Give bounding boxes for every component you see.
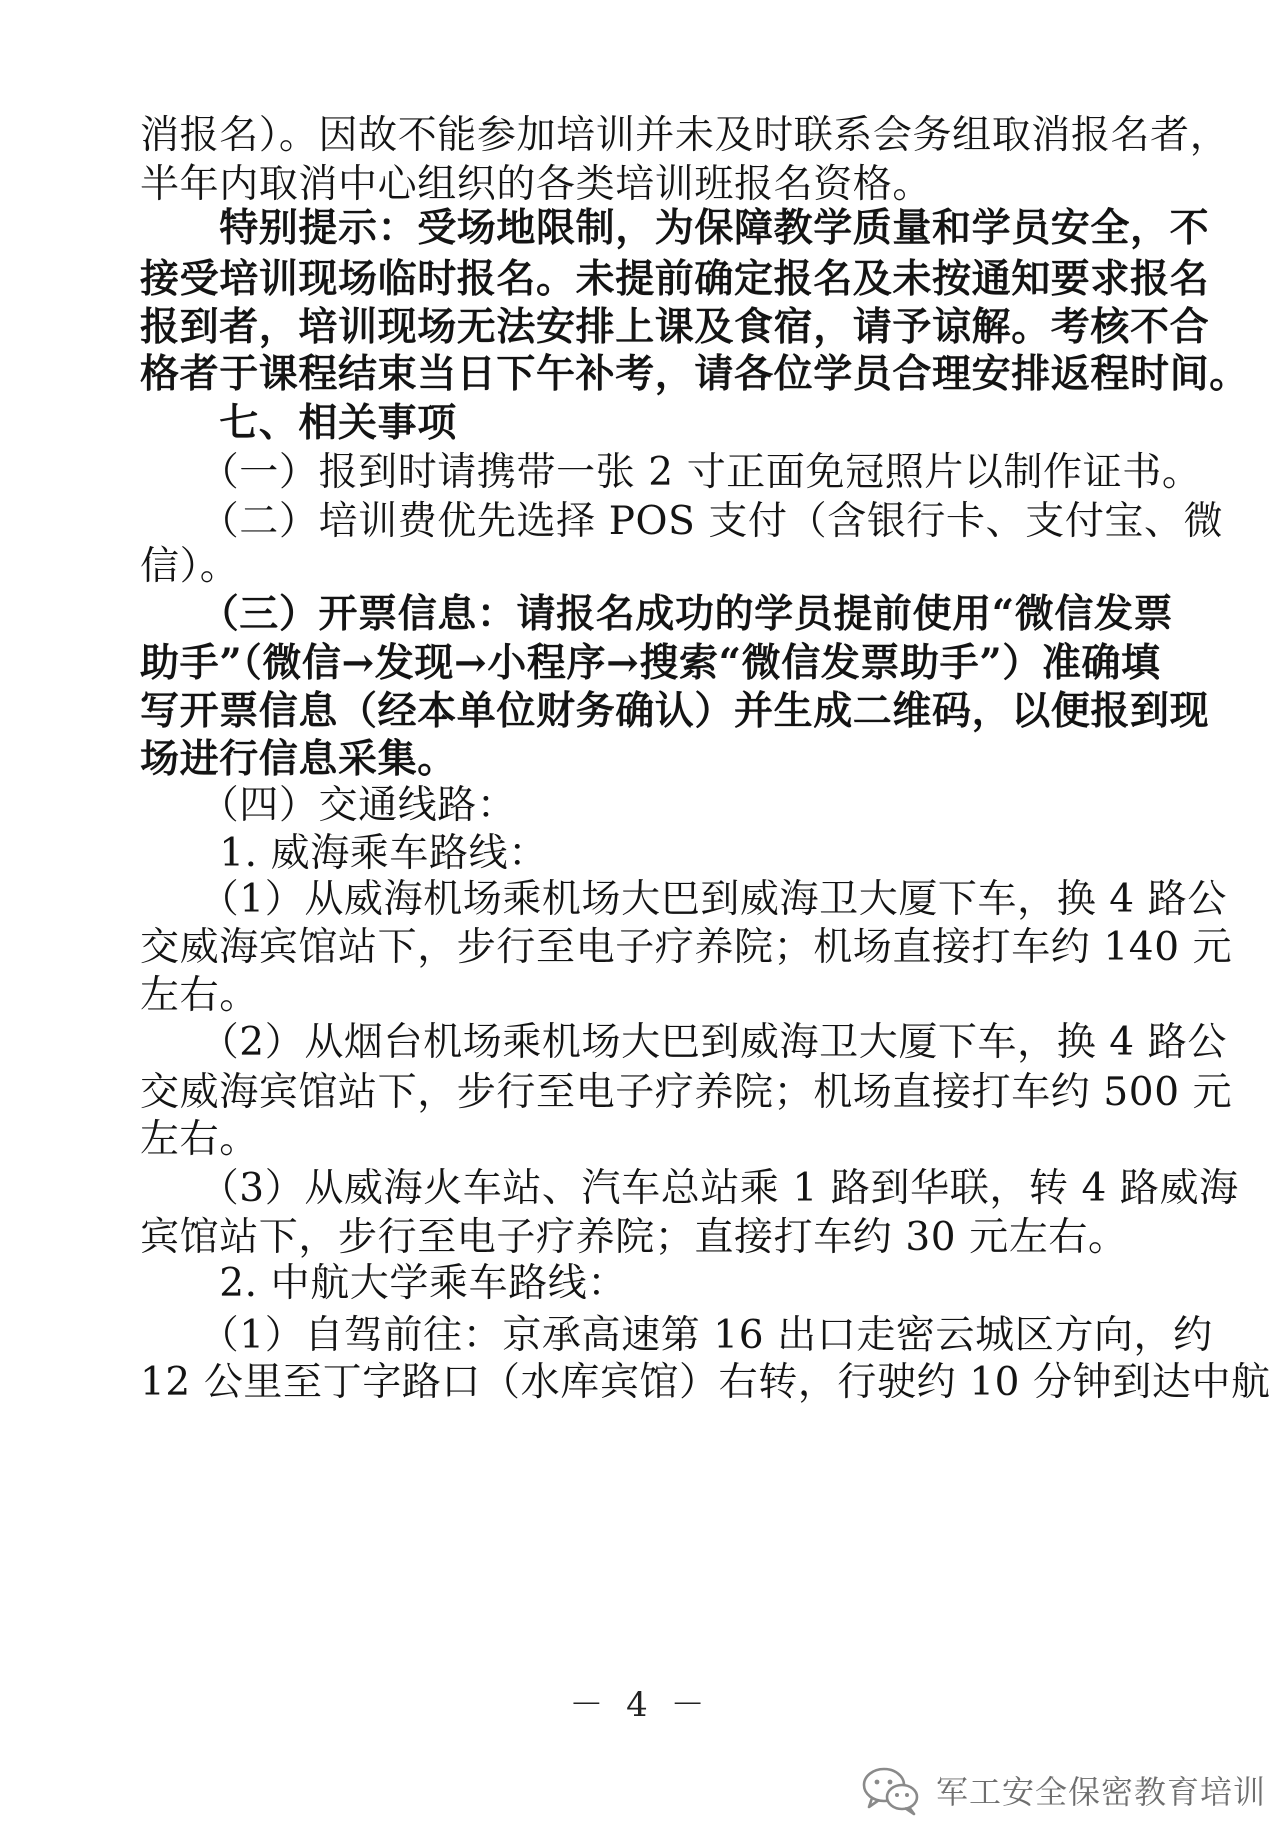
text-line: 消报名）。因故不能参加培训并未及时联系会务组取消报名者， xyxy=(140,113,1230,158)
page-number: － 4 － xyxy=(569,1685,711,1725)
text-line: （二）培训费优先选择 POS 支付（含银行卡、支付宝、微 xyxy=(140,499,1224,544)
text-line: 特别提示：受场地限制，为保障教学质量和学员安全，不 xyxy=(140,205,1210,251)
text-line: 宾馆站下，步行至电子疗养院；直接打车约 30 元左右。 xyxy=(140,1215,1128,1260)
watermark-text: 军工安全保密教育培训 xyxy=(936,1773,1267,1811)
text-line: 12 公里至丁字路口（水库宾馆）右转，行驶约 10 分钟到达中航 xyxy=(140,1360,1271,1405)
text-line: （三）开票信息：请报名成功的学员提前使用“微信发票 xyxy=(140,591,1174,637)
text-line: 助手”（微信→发现→小程序→搜索“微信发票助手”）准确填 xyxy=(140,640,1161,686)
text-line: 交威海宾馆站下，步行至电子疗养院；机场直接打车约 140 元 xyxy=(140,925,1233,970)
text-line: 七、相关事项 xyxy=(140,400,457,446)
text-line: （1）从威海机场乘机场大巴到威海卫大厦下车，换 4 路公 xyxy=(140,877,1227,922)
text-line: 接受培训现场临时报名。未提前确定报名及未按通知要求报名 xyxy=(140,256,1210,302)
text-line: （一）报到时请携带一张 2 寸正面免冠照片以制作证书。 xyxy=(140,450,1202,495)
text-line: （2）从烟台机场乘机场大巴到威海卫大厦下车，换 4 路公 xyxy=(140,1020,1227,1065)
text-line: 2. 中航大学乘车路线： xyxy=(140,1261,628,1306)
text-line: （1）自驾前往：京承高速第 16 出口走密云城区方向，约 xyxy=(140,1313,1213,1358)
text-line: 1. 威海乘车路线： xyxy=(140,831,548,876)
text-line: 报到者，培训现场无法安排上课及食宿，请予谅解。考核不合 xyxy=(140,304,1210,350)
text-line: 写开票信息（经本单位财务确认）并生成二维码，以便报到现 xyxy=(140,688,1210,734)
watermark xyxy=(860,1758,1266,1822)
text-line: 信）。 xyxy=(140,544,240,589)
text-line: 左右。 xyxy=(140,1117,259,1162)
text-line: （四）交通线路： xyxy=(140,783,517,828)
text-line: （3）从威海火车站、汽车总站乘 1 路到华联，转 4 路威海 xyxy=(140,1166,1239,1211)
text-line: 格者于课程结束当日下午补考，请各位学员合理安排返程时间。 xyxy=(140,351,1249,397)
text-line: 半年内取消中心组织的各类培训班报名资格。 xyxy=(140,162,933,207)
text-line: 交威海宾馆站下，步行至电子疗养院；机场直接打车约 500 元 xyxy=(140,1070,1233,1115)
text-line: 场进行信息采集。 xyxy=(140,736,457,782)
text-line: 左右。 xyxy=(140,973,259,1018)
wechat-icon xyxy=(860,1763,922,1817)
